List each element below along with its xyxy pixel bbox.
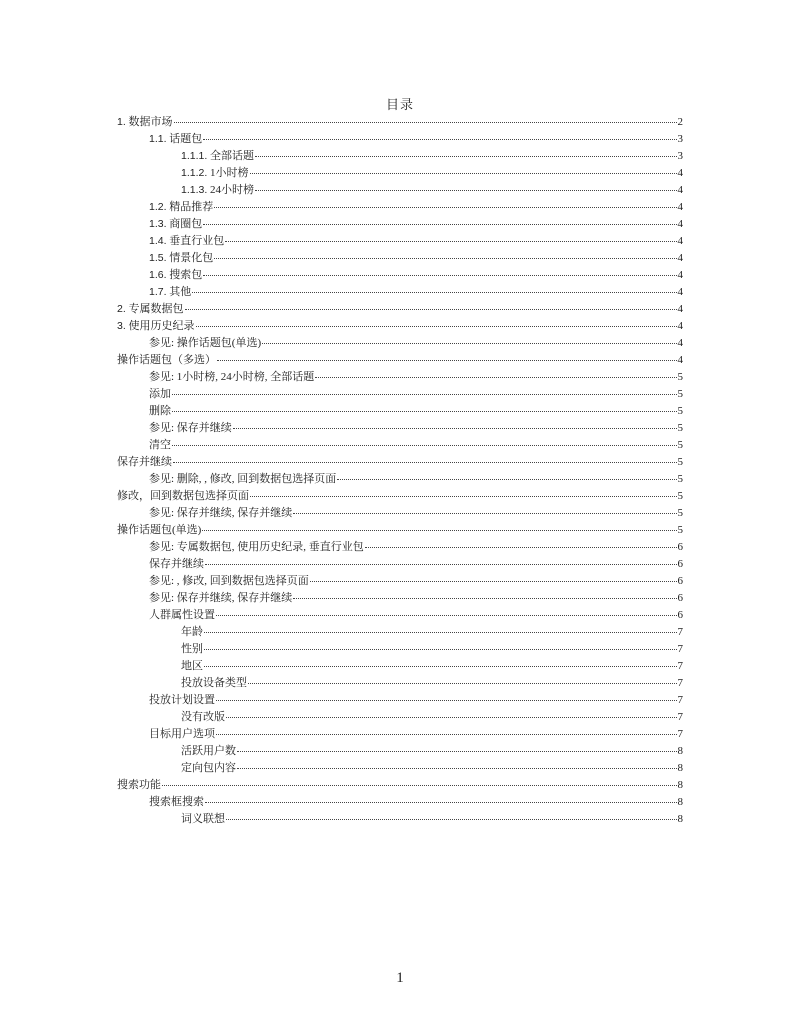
toc-entry-text: 保存并继续 xyxy=(149,558,204,570)
dot-leader xyxy=(162,774,677,786)
toc-entry-page: 4 xyxy=(677,303,683,315)
toc-entry-page: 3 xyxy=(677,150,683,162)
toc-entry-text: 参见: 操作话题包(单选) xyxy=(149,337,262,349)
toc-entry-number: 1.6. xyxy=(149,269,167,281)
toc-entry-label xyxy=(181,148,254,165)
toc-entry-page: 8 xyxy=(677,796,683,808)
dot-leader xyxy=(205,791,677,803)
dot-leader xyxy=(250,485,677,497)
toc-entry-text: 商圈包 xyxy=(169,218,203,230)
toc-entry-label xyxy=(149,386,171,403)
dot-leader xyxy=(216,723,677,735)
toc-entry-label xyxy=(117,777,161,794)
toc-entry-page: 6 xyxy=(677,558,683,570)
dot-leader xyxy=(255,179,676,191)
toc-entry-label xyxy=(149,556,204,573)
toc-entry-page: 7 xyxy=(677,660,683,672)
toc-entry-label xyxy=(149,216,202,233)
toc-entry-page: 6 xyxy=(677,575,683,587)
toc-entry-label xyxy=(181,165,249,182)
toc-entry-page: 6 xyxy=(677,541,683,553)
toc-entry-page: 8 xyxy=(677,779,683,791)
toc-entry-text: 词义联想 xyxy=(181,813,225,825)
toc-entry-text: 全部话题 xyxy=(210,150,255,162)
toc-entry-page: 4 xyxy=(677,184,683,196)
dot-leader xyxy=(293,587,676,599)
dot-leader xyxy=(262,332,676,344)
toc-entry-number: 1.7. xyxy=(149,286,167,298)
toc-entry-page: 4 xyxy=(677,167,683,179)
toc-entry-number: 1.1.1. xyxy=(181,150,208,162)
dot-leader xyxy=(174,111,677,123)
toc-entry-number: 3. xyxy=(117,320,126,332)
toc-entry-text: 删除 xyxy=(149,405,171,417)
toc-entry-text: 地区 xyxy=(181,660,203,672)
dot-leader xyxy=(214,196,676,208)
dot-leader xyxy=(204,621,677,633)
toc-entry-page: 4 xyxy=(677,320,683,332)
dot-leader xyxy=(315,366,676,378)
toc-entry-label xyxy=(117,318,195,335)
toc-entry-page: 4 xyxy=(677,354,683,366)
toc-entry-text: 目标用户选项 xyxy=(149,728,215,740)
toc-entry-page: 4 xyxy=(677,218,683,230)
dot-leader xyxy=(310,570,677,582)
toc-entry-label xyxy=(117,352,216,369)
toc-entry-page: 8 xyxy=(677,813,683,825)
toc-entry-label xyxy=(149,403,171,420)
toc-entry-page: 5 xyxy=(677,490,683,502)
toc-entry-number: 1.1. xyxy=(149,133,167,145)
toc-entry-text: 年龄 xyxy=(181,626,203,638)
toc-entry-page: 6 xyxy=(677,592,683,604)
dot-leader xyxy=(172,434,677,446)
toc-entry-label xyxy=(117,488,249,505)
toc-entry-text: 参见: , 修改, 回到数据包选择页面 xyxy=(149,575,309,587)
toc-entry-text: 投放设备类型 xyxy=(181,677,247,689)
toc-entry-page: 8 xyxy=(677,745,683,757)
dot-leader xyxy=(192,281,676,293)
toc-entry-page: 4 xyxy=(677,201,683,213)
toc-entry-label xyxy=(117,114,173,131)
toc-entry-page: 7 xyxy=(677,643,683,655)
toc-entry-text: 活跃用户数 xyxy=(181,745,236,757)
toc-entry-text: 操作话题包（多选） xyxy=(117,354,216,366)
dot-leader xyxy=(248,672,677,684)
dot-leader xyxy=(172,383,677,395)
toc-entry-page: 5 xyxy=(677,388,683,400)
toc-entry-page: 6 xyxy=(677,609,683,621)
dot-leader xyxy=(185,298,677,310)
toc-entry-text: 定向包内容 xyxy=(181,762,236,774)
toc-entry-label xyxy=(149,573,309,590)
toc-entry-label xyxy=(149,794,204,811)
toc-entry-page: 4 xyxy=(677,269,683,281)
toc-entry-text: 操作话题包(单选) xyxy=(117,524,202,536)
toc-entry[interactable] xyxy=(117,810,683,827)
toc-entry-page: 3 xyxy=(677,133,683,145)
toc-entry-text: 参见: 1小时榜, 24小时榜, 全部话题 xyxy=(149,371,315,383)
toc-entry-text: 垂直行业包 xyxy=(169,235,225,247)
toc-entry-page: 5 xyxy=(677,371,683,383)
toc-entry-page: 8 xyxy=(677,762,683,774)
toc-entry-page: 5 xyxy=(677,439,683,451)
toc-entry-page: 7 xyxy=(677,677,683,689)
toc-entry-text: 没有改版 xyxy=(181,711,225,723)
toc-entry-number: 1.2. xyxy=(149,201,167,213)
dot-leader xyxy=(204,655,677,667)
toc-entry-text: 其他 xyxy=(169,286,192,298)
dot-leader xyxy=(365,536,677,548)
toc-entry-number: 1.5. xyxy=(149,252,167,264)
dot-leader xyxy=(203,213,676,225)
toc-entry-page: 5 xyxy=(677,456,683,468)
toc-entry-text: 情景化包 xyxy=(169,252,214,264)
toc-entry-page: 4 xyxy=(677,337,683,349)
toc-entry-text: 参见: 删除, , 修改, 回到数据包选择页面 xyxy=(149,473,337,485)
dot-leader xyxy=(255,145,676,157)
dot-leader xyxy=(203,128,676,140)
dot-leader xyxy=(203,264,676,276)
toc-entry-label xyxy=(149,131,202,148)
page-number: 1 xyxy=(396,970,404,986)
toc-entry-page: 7 xyxy=(677,711,683,723)
toc-entry-label xyxy=(181,743,236,760)
toc-entry-text: 数据市场 xyxy=(128,116,173,128)
toc-entry-text: 精品推荐 xyxy=(169,201,214,213)
toc-entry-text: 搜索框搜索 xyxy=(149,796,204,808)
toc-entry-label xyxy=(117,301,184,318)
toc-entry-text: 性别 xyxy=(181,643,203,655)
toc-entry-page: 7 xyxy=(677,728,683,740)
dot-leader xyxy=(225,230,676,242)
dot-leader xyxy=(205,553,677,565)
toc-entry-label xyxy=(181,658,203,675)
toc-entry-text: 参见: 专属数据包, 使用历史纪录, 垂直行业包 xyxy=(149,541,364,553)
toc-entry-label xyxy=(181,641,203,658)
toc-entry-number: 1.1.3. xyxy=(181,184,208,196)
dot-leader xyxy=(337,468,676,480)
toc-entry-label xyxy=(149,726,215,743)
toc-entry-page: 7 xyxy=(677,626,683,638)
toc-entry-text: 搜索功能 xyxy=(117,779,161,791)
toc-entry-text: 1小时榜 xyxy=(210,167,249,179)
toc-entry-text: 修改，回到数据包选择页面 xyxy=(117,490,249,502)
toc-entry-text: 清空 xyxy=(149,439,171,451)
dot-leader xyxy=(196,315,677,327)
toc-entry-text: 使用历史纪录 xyxy=(128,320,195,332)
toc-entry-page: 5 xyxy=(677,507,683,519)
dot-leader xyxy=(217,349,677,361)
toc-entry-page: 7 xyxy=(677,694,683,706)
toc-entry-label xyxy=(181,811,225,828)
dot-leader xyxy=(226,808,677,820)
toc-entry-label xyxy=(149,233,224,250)
toc-entry-label xyxy=(117,454,172,471)
toc-entry-number: 1.4. xyxy=(149,235,167,247)
dot-leader xyxy=(214,247,676,259)
dot-leader xyxy=(202,519,676,531)
toc-entry-text: 参见: 保存并继续 xyxy=(149,422,232,434)
toc-entry-text: 搜索包 xyxy=(169,269,203,281)
toc-entry-text: 话题包 xyxy=(169,133,203,145)
toc-entry-page: 4 xyxy=(677,252,683,264)
dot-leader xyxy=(293,502,676,514)
toc-entry-number: 1.3. xyxy=(149,218,167,230)
toc-entry-text: 专属数据包 xyxy=(128,303,184,315)
dot-leader xyxy=(173,451,677,463)
toc-entry-text: 添加 xyxy=(149,388,171,400)
toc-entry-number: 2. xyxy=(117,303,126,315)
toc-entry-text: 24小时榜 xyxy=(210,184,255,196)
toc-entry-text: 保存并继续 xyxy=(117,456,172,468)
toc-entry-page: 4 xyxy=(677,286,683,298)
toc-entry-label xyxy=(149,692,215,709)
dot-leader xyxy=(250,162,677,174)
toc-entry-page: 2 xyxy=(677,116,683,128)
dot-leader xyxy=(216,604,677,616)
dot-leader xyxy=(172,400,677,412)
table-of-contents xyxy=(117,113,683,827)
toc-entry-number: 1. xyxy=(117,116,126,128)
dot-leader xyxy=(204,638,677,650)
toc-entry-page: 5 xyxy=(677,473,683,485)
toc-entry-label xyxy=(181,624,203,641)
toc-entry-text: 投放计划设置 xyxy=(149,694,215,706)
toc-entry-page: 4 xyxy=(677,235,683,247)
toc-entry-text: 参见: 保存并继续, 保存并继续 xyxy=(149,507,293,519)
toc-entry-page: 5 xyxy=(677,405,683,417)
dot-leader xyxy=(233,417,677,429)
toc-entry-page: 5 xyxy=(677,422,683,434)
dot-leader xyxy=(226,706,677,718)
toc-entry-number: 1.1.2. xyxy=(181,167,208,179)
toc-title: 目录 xyxy=(385,98,414,113)
dot-leader xyxy=(216,689,677,701)
toc-entry-label xyxy=(117,522,201,539)
dot-leader xyxy=(237,740,677,752)
toc-entry-text: 人群属性设置 xyxy=(149,609,215,621)
dot-leader xyxy=(237,757,677,769)
toc-entry-label xyxy=(149,437,171,454)
toc-entry-text: 参见: 保存并继续, 保存并继续 xyxy=(149,592,293,604)
toc-entry-page: 5 xyxy=(677,524,683,536)
